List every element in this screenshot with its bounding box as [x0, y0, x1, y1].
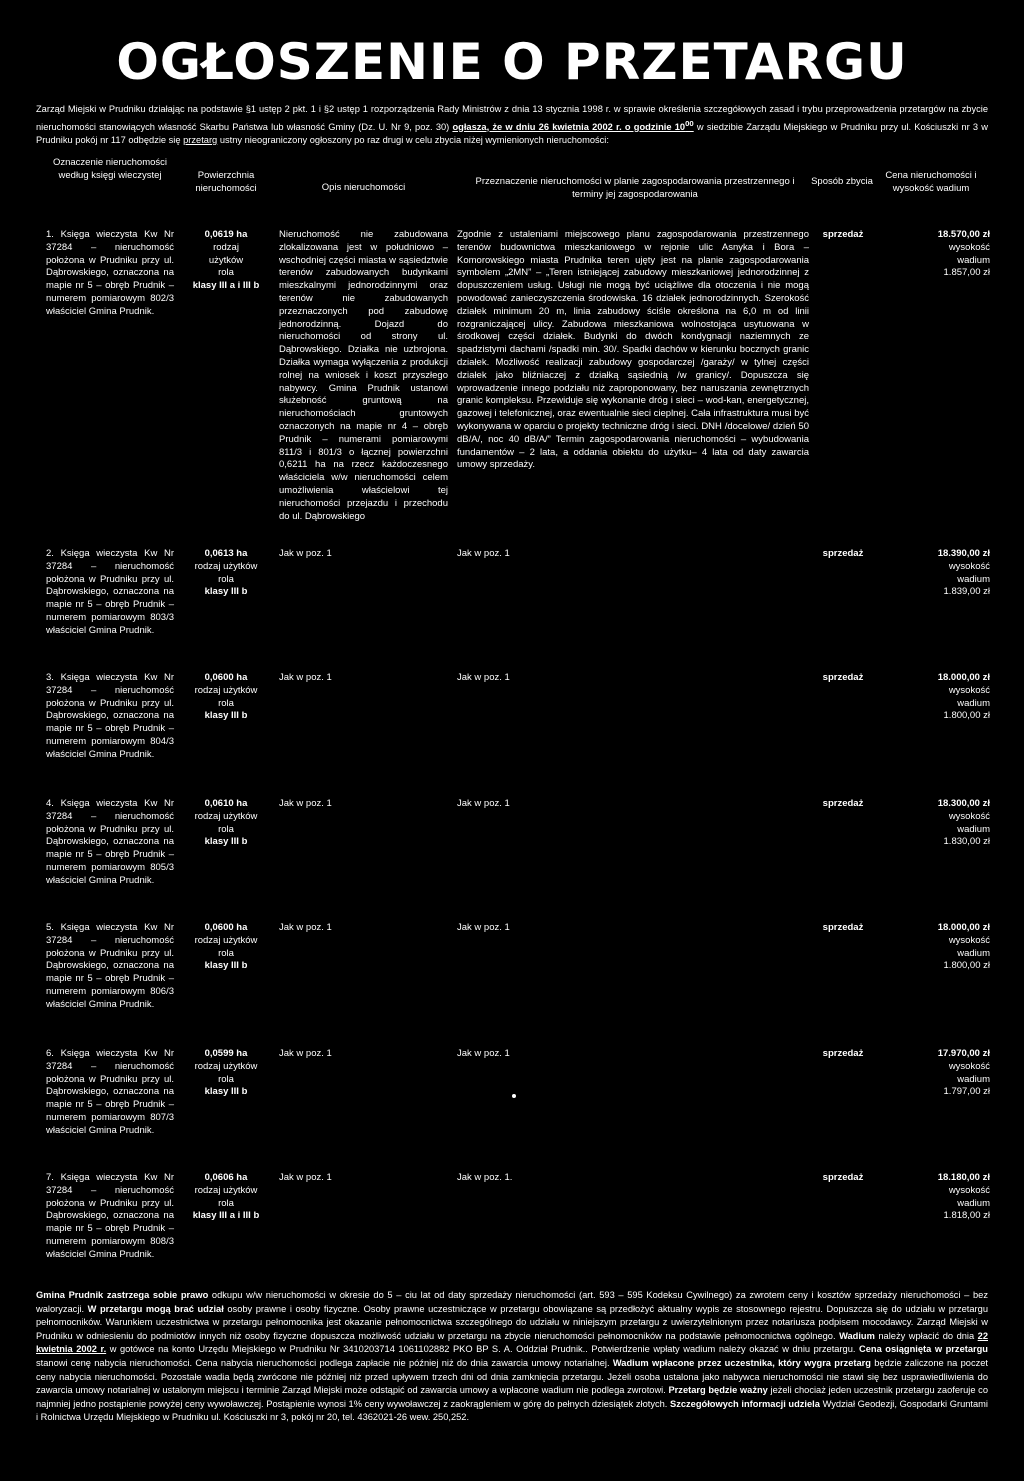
area-value: 0,0613 ha [204, 548, 248, 559]
page-title: OGŁOSZENIE O PRZETARGU [116, 33, 908, 91]
deposit-value: 1.800,00 zł [943, 710, 990, 722]
deposit-label-1: wysokość [948, 934, 990, 946]
use-type-2: rola [218, 697, 234, 709]
cell-przeznaczenie: Jak w poz. 1 [457, 548, 510, 559]
use-type-3: rola [218, 267, 234, 279]
use-type-2: rola [218, 1073, 234, 1085]
soil-class: klasy III b [204, 960, 248, 972]
deposit-value: 1.818,00 zł [943, 1210, 990, 1222]
cell-powierzchnia [180, 798, 272, 849]
deposit-label-1: wysokość [948, 560, 990, 572]
soil-class: klasy III b [204, 836, 248, 848]
intro-date: ogłasza, że w dniu 26 kwietnia 2002 r. o godzinie $10^{00}$ [452, 118, 694, 132]
cell-powierzchnia [180, 1172, 272, 1223]
area-value: 0,0600 ha [204, 922, 248, 933]
intro-paragraph [36, 103, 988, 148]
cell-przeznaczenie: Jak w poz. 1 [457, 922, 510, 933]
cell-oznaczenie: 7. Księga wieczysta Kw Nr 37284 – nieruchomość położona w Prudniku przy ul. Dąbrowskiego, oznaczona na mapie nr 5 – obręb Prudnik – numerem pomiarowym 808/3 właściciel Gmina Prudnik. [46, 1172, 174, 1260]
cell-oznaczenie: 5. Księga wieczysta Kw Nr 37284 – nieruchomość położona w Prudniku przy ul. Dąbrowskiego, oznaczona na mapie nr 5 – obręb Prudnik – numerem pomiarowym 806/3 właściciel Gmina Prudnik. [46, 922, 174, 1010]
cell-cena [870, 672, 990, 723]
deposit-label-1: wysokość [948, 684, 990, 696]
cell-sposob: sprzedaż [822, 922, 864, 933]
cell-sposob: sprzedaż [822, 672, 864, 683]
deposit-label-2: wadium [957, 1073, 990, 1085]
deposit-label-2: wadium [957, 823, 990, 835]
deposit-label-2: wadium [957, 573, 990, 585]
deposit-label-2: wadium [957, 697, 990, 709]
soil-class: klasy III a i III b [192, 1210, 260, 1222]
cell-oznaczenie: 4. Księga wieczysta Kw Nr 37284 – nieruchomość położona w Prudniku przy ul. Dąbrowskiego, oznaczona na mapie nr 5 – obręb Prudnik – numerem pomiarowym 805/3 właściciel Gmina Prudnik. [46, 798, 174, 886]
use-type-1: rodzaj użytków [194, 934, 258, 946]
cell-opis: Jak w poz. 1 [279, 548, 332, 559]
deposit-value: 1.797,00 zł [943, 1086, 990, 1098]
area-value: 0,0610 ha [204, 798, 248, 809]
footer-paragraph: Gmina Prudnik zastrzega sobie prawo odkupu w/w nieruchomości w okresie do 5 – ciu lat od daty sprzedaży nieruchomości (art. 593 – 595 Kodeksu Cywilnego) za zwrotem ceny i kosztów sprzedaży nieruchomości – bez waloryzacji. W przetargu mogą brać udział osoby prawne i osoby fizyczne. Osoby prawne uczestniczące w przetargu obowiązane są przedłożyć aktualny wypis ze stosownego rejestru. Dopuszcza się do udziału w przetargu pełnomocników. Warunkiem uczestnictwa w przetargu pełnomocnika jest okazanie pełnomocnictwa szczególnego do udziału w niniejszym przetargu z uwierzytelnionym przez notariusza podpisem mocodawcy. Zarząd Miejski w Prudniku w odniesieniu do podmiotów innych niż osoby fizyczne dopuszcza możliwość udziału w przetargu na zbycie nieruchomości pełnomocników na podstawie pełnomocnictwa ogólnego. Wadium należy wpłacić do dnia 22 kwietnia 2002 r. w gotówce na konto Urzędu Miejskiego w Prudniku Nr 3410203714 1061102882 PKO BP S. A. Oddział Prudnik.. Potwierdzenie wpłaty wadium należy okazać w dniu przetargu. Cena osiągnięta w przetargu stanowi cenę nabycia nieruchomości. Cena nabycia nieruchomości podlega zapłacie nie później niż do dnia zawarcia umowy notarialnej. Wadium wpłacone przez uczestnika, który wygra przetarg będzie zaliczone na poczet ceny nabycia nieruchomości. Pozostałe wadia będą zwrócone nie później niż przed upływem trzech dni od dnia zamknięcia przetargu. Jeżeli osoba ustalona jako nabywca nieruchomości nie stawi się bez usprawiedliwienia do zawarcia umowy notarialnej w ustalonym miejscu i terminie Zarząd Miejski może odstąpić od zawarcia umowy a wpłacone wadium nie podlega zwrotowi. Przetarg będzie ważny jeżeli chociaż jeden uczestnik przetargu zaoferuje co najmniej jedno postąpienie powyżej ceny wywoławczej. Postąpienie wynosi 1% ceny wywoławczej z zaokrągleniem w górę do pełnych dziesiątek złotych. Szczegółowych informacji udziela Wydział Geodezji, Gospodarki Gruntami i Rolnictwa Urzędu Miejskiego w Prudniku ul. Kościuszki nr 3, pokój nr 20, tel. 4362021-26 wew. 250,252. [36, 1290, 988, 1423]
cell-powierzchnia [180, 229, 272, 293]
deposit-label-1: wysokość [948, 810, 990, 822]
area-value: 0,0619 ha [204, 229, 248, 240]
deposit-value: 1.800,00 zł [943, 960, 990, 972]
cell-opis: Jak w poz. 1 [279, 798, 332, 809]
cell-przeznaczenie: Jak w poz. 1 [457, 672, 510, 683]
intro-text-5: ustny nieograniczony ogłoszony po raz drugi w celu zbycia niżej wymienionych nieruchomości: [217, 135, 609, 146]
deposit-label-1: wysokość [948, 1184, 990, 1196]
stray-dot [512, 1094, 516, 1098]
cell-sposob: sprzedaż [822, 1172, 864, 1183]
cell-cena [870, 1172, 990, 1223]
soil-class: klasy III b [204, 586, 248, 598]
deposit-label-1: wysokość [948, 1060, 990, 1072]
cell-przeznaczenie: Jak w poz. 1. [457, 1172, 513, 1183]
cell-opis: Jak w poz. 1 [279, 922, 332, 933]
cell-sposob: sprzedaż [822, 548, 864, 559]
deposit-label-1: wysokość [948, 241, 990, 253]
deposit-label-2: wadium [957, 254, 990, 266]
cell-powierzchnia [180, 548, 272, 599]
use-type-2: rola [218, 947, 234, 959]
soil-class: klasy III b [204, 710, 248, 722]
cell-oznaczenie: 2. Księga wieczysta Kw Nr 37284 – nieruchomość położona w Prudniku przy ul. Dąbrowskiego, oznaczona na mapie nr 5 – obręb Prudnik – numerem pomiarowym 803/3 właściciel Gmina Prudnik. [46, 548, 174, 636]
cell-sposob: sprzedaż [822, 798, 864, 809]
use-type-2: użytków [208, 254, 244, 266]
deposit-value: 1.830,00 zł [943, 836, 990, 848]
cell-cena [870, 229, 990, 280]
cell-powierzchnia [180, 672, 272, 723]
intro-przetarg: przetarg [183, 135, 218, 146]
cell-oznaczenie: 6. Księga wieczysta Kw Nr 37284 – nieruchomość położona w Prudniku przy ul. Dąbrowskiego, oznaczona na mapie nr 5 – obręb Prudnik – numerem pomiarowym 807/3 właściciel Gmina Prudnik. [46, 1048, 174, 1136]
cell-przeznaczenie: Jak w poz. 1 [457, 1048, 510, 1059]
cell-sposob: sprzedaż [822, 1048, 864, 1059]
cell-przeznaczenie: Zgodnie z ustaleniami miejscowego planu zagospodarowania przestrzennego terenów budownictwa mieszkaniowego w rejonie ulic Asnyka i Bora – Komorowskiego miasta Prudnika teren ujęty jest na planie zagospodarowania symbolem „2MN” – „Teren istniejącej zabudowy mieszkaniowej jednorodzinnej z dopuszczeniem usług. Usługi nie mogą być uciążliwe dla otoczenia i nie mogą powodować zanieczyszczenia środowiska. 16 działek jednorodzinnych. Szerokość działek minimum 20 m, linia zabudowy ściśle określona na 6,0 m od linii rozgraniczającej ulicy. Zabudowa mieszkaniowa wolnostojąca usytuowana w środkowej części działek. Budynki do dwóch kondygnacji naziemnych ze spadzistymi dachami /spadki min. 30/. Spadki dachów w kierunku bocznych granic działek. Możliwość realizacji zabudowy gospodarczej /garaży/ w tylnej części działek jako bliźniaczej z działką sąsiednią /w granicy/. Dopuszcza się wprowadzenie innego podziału niż zaproponowany, bez naruszania zewnętrznych granic kompleksu. Przewiduje się wykonanie dróg i sieci – wod-kan, energetycznej, gazowej i telefonicznej, oraz ewentualnie sieci cieplnej. Cała infrastruktura musi być wykonywana w oparciu o projekty techniczne dróg i sieci. DNH /docelowe/ dzień 50 dB/A/, noc 40 dB/A/” Termin zagospodarowania nieruchomości – wybudowania fundamentów – 2 lata, a oddania obiektu do użytku– 4 lata od daty zawarcia umowy sprzedaży. [457, 229, 809, 471]
cell-cena [870, 798, 990, 849]
header-oznaczenie: Oznaczenie nieruchomości według księgi wieczystej [52, 157, 168, 181]
price-value: 18.000,00 zł [937, 922, 990, 933]
cell-oznaczenie: 1. Księga wieczysta Kw Nr 37284 – nieruchomość położona w Prudniku przy ul. Dąbrowskiego, oznaczona na mapie nr 5 – obręb Prudnik – numerem pomiarowym 802/3 właściciel Gmina Prudnik. [46, 229, 174, 317]
cell-cena [870, 548, 990, 599]
header-cena: Cena nieruchomości i wysokość wadium [885, 170, 977, 194]
soil-class: klasy III b [204, 1086, 248, 1098]
price-value: 17.970,00 zł [937, 1048, 990, 1059]
cell-opis: Jak w poz. 1 [279, 1048, 332, 1059]
cell-oznaczenie: 3. Księga wieczysta Kw Nr 37284 – nieruchomość położona w Prudniku przy ul. Dąbrowskiego, oznaczona na mapie nr 5 – obręb Prudnik – numerem pomiarowym 804/3 właściciel Gmina Prudnik. [46, 672, 174, 760]
use-type-1: rodzaj użytków [194, 810, 258, 822]
intro-text-1: Zarząd Miejski w Prudniku działając na podstawie §1 ustęp 2 pkt. 1 i §2 ustęp 1 rozporządzenia Rady Ministrów z dnia 13 stycznia 1998 r. w sprawie określenia szczegółowych zasad i trybu przeprowadzenia przetargów na zbycie nieruchomości stanowiących własność Skarbu Państwa lub własność Gminy (Dz. U. Nr 9, poz. 30) [36, 104, 988, 132]
area-value: 0,0599 ha [204, 1048, 248, 1059]
header-powierzchnia: Powierzchnia nieruchomości [195, 170, 257, 194]
area-value: 0,0600 ha [204, 672, 248, 683]
cell-opis: Jak w poz. 1 [279, 1172, 332, 1183]
price-value: 18.000,00 zł [937, 672, 990, 683]
cell-cena [870, 922, 990, 973]
deposit-value: 1.857,00 zł [943, 267, 990, 279]
use-type-2: rola [218, 823, 234, 835]
price-value: 18.180,00 zł [937, 1172, 990, 1183]
cell-powierzchnia [180, 922, 272, 973]
use-type-2: rola [218, 573, 234, 585]
header-sposob: Sposób zbycia [811, 176, 873, 187]
use-type-1: rodzaj użytków [194, 560, 258, 572]
cell-przeznaczenie: Jak w poz. 1 [457, 798, 510, 809]
header-opis: Opis nieruchomości [321, 182, 406, 193]
price-value: 18.390,00 zł [937, 548, 990, 559]
cell-opis: Nieruchomość nie zabudowana zlokalizowana jest w południowo – wschodniej części miasta w sąsiedztwie terenów zabudowanych budynkami mieszkalnymi jednorodzinnymi oraz terenów nie zabudowanych przeznaczonych pod zabudowę jednorodzinną. Dojazd do nieruchomości od strony ul. Dąbrowskiego. Działka nie uzbrojona. Działka wymaga wyłączenia z produkcji rolnej na wniosek i koszt przyszłego nabywcy. Gmina Prudnik ustanowi służebność gruntową na nieruchomościach gruntowych oznaczonych na mapie nr 4 – obręb Prudnik – numerami pomiarowymi 811/3 i 801/3 o łącznej powierzchni 0,6211 ha na rzecz każdoczesnego właściciela w/w nieruchomości celem umożliwienia właścielowi tej nieruchomości przejazdu i przechodu do ul. Dąbrowskiego [279, 229, 448, 522]
cell-powierzchnia [180, 1048, 272, 1099]
deposit-label-2: wadium [957, 1197, 990, 1209]
soil-class: klasy III a i III b [192, 280, 260, 292]
use-type-1: rodzaj użytków [194, 684, 258, 696]
intro-text-3: w siedzibie Zarządu Miejskiego w Prudniku przy ul. Kościuszki nr 3 w Prudniku pokój nr 117 odbędzie się [36, 121, 988, 146]
use-type-2: rola [218, 1197, 234, 1209]
use-type-1: rodzaj użytków [194, 1060, 258, 1072]
use-type-1: rodzaj [213, 241, 239, 253]
price-value: 18.300,00 zł [937, 798, 990, 809]
deposit-value: 1.839,00 zł [943, 586, 990, 598]
intro-time-sup: 00 [685, 118, 694, 128]
area-value: 0,0606 ha [204, 1172, 248, 1183]
header-przeznaczenie: Przeznaczenie nieruchomości w planie zagospodarowania przestrzennego i terminy jej zagospodarowania [475, 176, 795, 200]
cell-opis: Jak w poz. 1 [279, 672, 332, 683]
cell-sposob: sprzedaż [822, 229, 864, 240]
use-type-1: rodzaj użytków [194, 1184, 258, 1196]
cell-cena [870, 1048, 990, 1099]
deposit-label-2: wadium [957, 947, 990, 959]
price-value: 18.570,00 zł [937, 229, 990, 240]
